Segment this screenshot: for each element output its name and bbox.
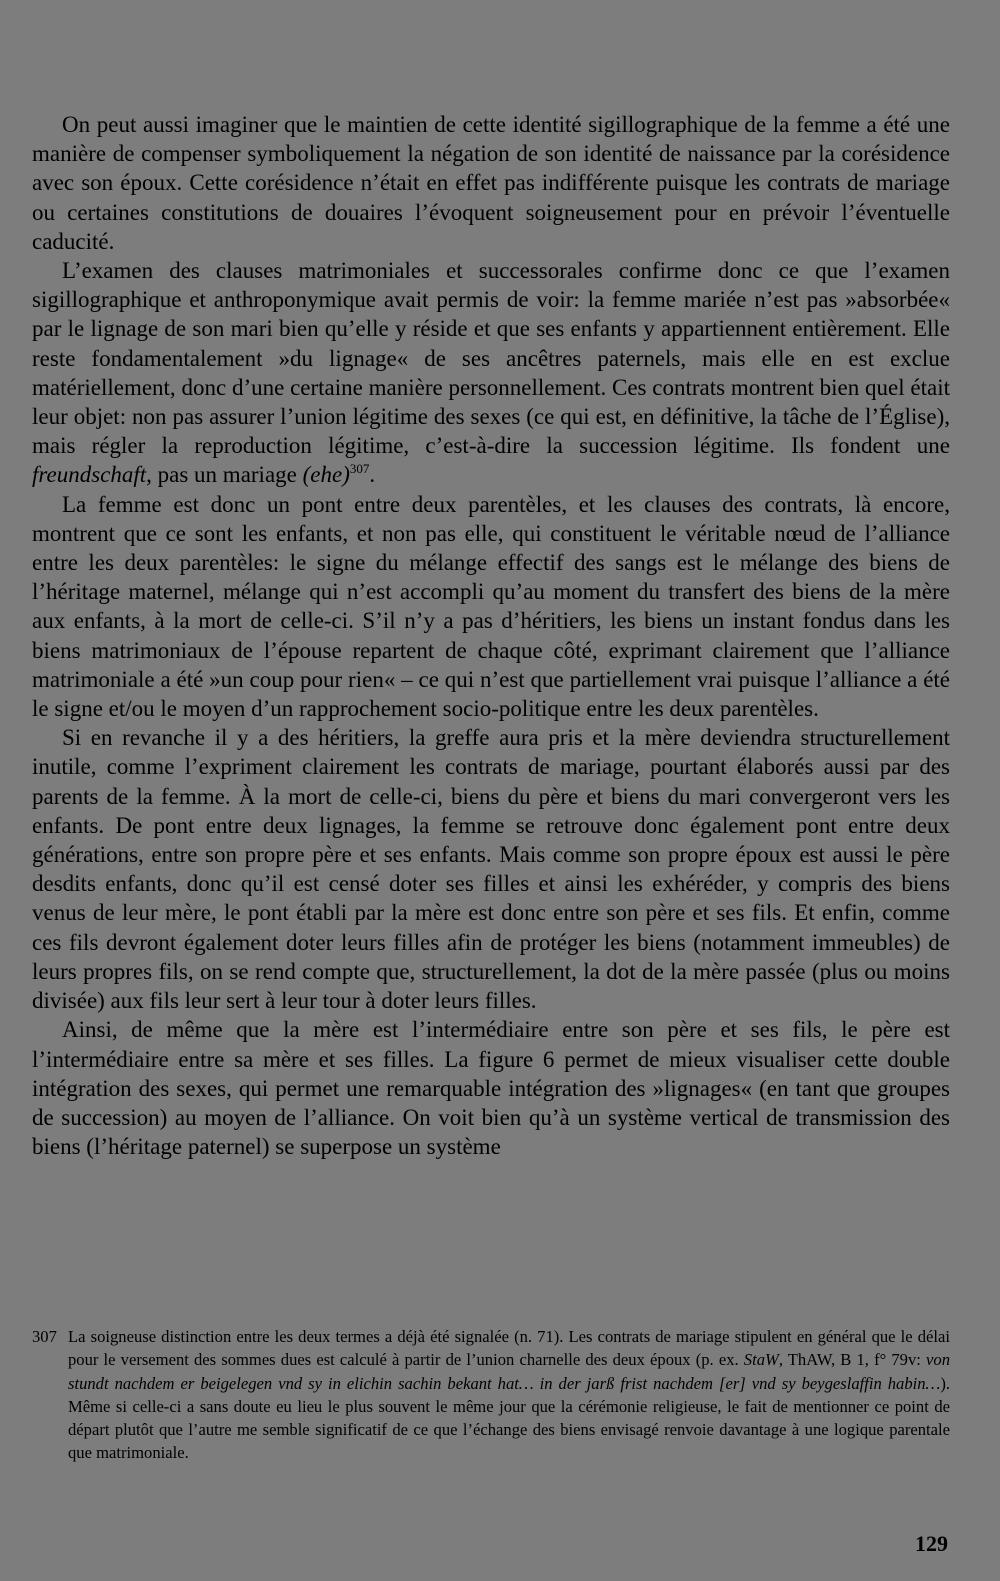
footnote-307 [32, 1325, 950, 1465]
text-run: La femme est donc un pont entre deux parentèles, et les clauses des contrats, là encore, montrent que ce sont les enfants, et non pas elle, qui constituent le véritable nœud de l’alliance entre les deux parentèles: le signe du mélange effectif des sangs est le mélange des biens de l’héritage maternel, mélange qui n’est accompli qu’au moment du transfert des biens de la mère aux enfants, à la mort de celle-ci. S’il n’y a pas d’héritiers, les biens un instant fondus dans les biens matrimoniaux de l’épouse repartent de chaque côté, exprimant clairement que l’alliance matrimoniale a été »un coup pour rien« – ce qui n’est que partiellement vrai puisque l’alliance a été le signe et/ou le moyen d’un rapprochement socio-politique entre les deux parentèles. [32, 491, 950, 722]
text-run: Si en revanche il y a des héritiers, la greffe aura pris et la mère deviendra structurellement inutile, comme l’expriment clairement les contrats de mariage, pourtant élaborés aussi par des parents de la femme. À la mort de celle-ci, biens du père et biens du mari convergeront vers les enfants. De pont entre deux lignages, la femme se retrouve donc également pont entre deux générations, entre son propre père et ses enfants. Mais comme son propre époux est aussi le père desdits enfants, donc qu’il est censé doter ses filles et ainsi les exhéréder, y compris des biens venus de leur mère, le pont établi par la mère est donc entre son père et ses fils. Et enfin, comme ces fils devront également doter leurs filles afin de protéger les biens (notamment immeubles) de leurs propres fils, on se rend compte que, structurellement, la dot de la mère passée (plus ou moins divisée) aux fils leur sert à leur tour à doter leurs filles. [32, 725, 950, 1014]
text-run: . [369, 462, 376, 488]
text-run: On peut aussi imaginer que le maintien de cette identité sigillographique de la femme a été une manière de compenser symboliquement la négation de son identité de naissance par la corésidence avec son époux. Cette corésidence n’était en effet pas indifférente puisque les contrats de mariage ou certaines constitutions de douaires l’évoquent soigneusement pour en prévoir l’éventuelle caducité. [32, 112, 950, 254]
italic-term: von stundt nachdem er beigelegen vnd sy in elichin sachin bekant hat… in der jarß frist nachdem [er] vnd sy beygeslaffin habin… [68, 1350, 950, 1393]
paragraph [32, 110, 950, 256]
page-number: 129 [915, 1531, 948, 1556]
paragraph [32, 490, 950, 724]
italic-term: freundschaft [32, 462, 147, 488]
footnote-ref: 307 [349, 461, 370, 477]
paragraph [32, 1015, 950, 1161]
text-run: Ainsi, de même que la mère est l’intermédiaire entre son père et ses fils, le père est l’intermédiaire entre sa mère et ses filles. La figure 6 permet de mieux visualiser cette double intégration des sexes, qui permet une remarquable intégration des »lignages« (en tant que groupes de succession) au moyen de l’alliance. On voit bien qu’à un système vertical de transmission des biens (l’héritage paternel) se superpose un système [32, 1017, 950, 1160]
paragraph [32, 723, 950, 1015]
text-run: , ThAW, B 1, f° 79v: [778, 1350, 927, 1370]
main-text [32, 110, 950, 1161]
paragraph [32, 256, 950, 490]
text-run: ). Même si celle-ci a sans doute eu lieu le plus souvent le même jour que la cérémonie religieuse, le fait de mentionner ce point de départ plutôt que l’autre me semble significatif de ce que l’échange des biens envisagé renvoie davantage à une logique parentale que matrimoniale. [68, 1373, 950, 1463]
italic-term: StaW [743, 1350, 779, 1370]
text-run: , pas un mariage [146, 462, 303, 488]
footnote-text [68, 1325, 950, 1465]
italic-term: (ehe) [302, 462, 350, 488]
text-run: L’examen des clauses matrimoniales et successorales confirme donc ce que l’examen sigillographique et anthroponymique avait permis de voir: la femme mariée n’est pas »absorbée« par le lignage de son mari bien qu’elle y réside et que ses enfants y appartiennent entièrement. Elle reste fondamentalement »du lignage« de ses ancêtres paternels, mais elle en est exclue matériellement, donc d’une certaine manière personnellement. Ces contrats montrent bien quel était leur objet: non pas assurer l’union légitime des sexes (ce qui est, en définitive, la tâche de l’Église), mais régler la reproduction légitime, c’est-à-dire la succession légitime. Ils fondent une [32, 258, 950, 459]
footnotes [32, 1325, 950, 1465]
footnote-number: 307 [32, 1327, 57, 1346]
text-run: La soigneuse distinction entre les deux termes a déjà été signalée (n. 71). Les contrats de mariage stipulent en général que le délai pour le versement des sommes dues est calculé à partir de l’union charnelle des deux époux (p. ex. [68, 1327, 950, 1370]
